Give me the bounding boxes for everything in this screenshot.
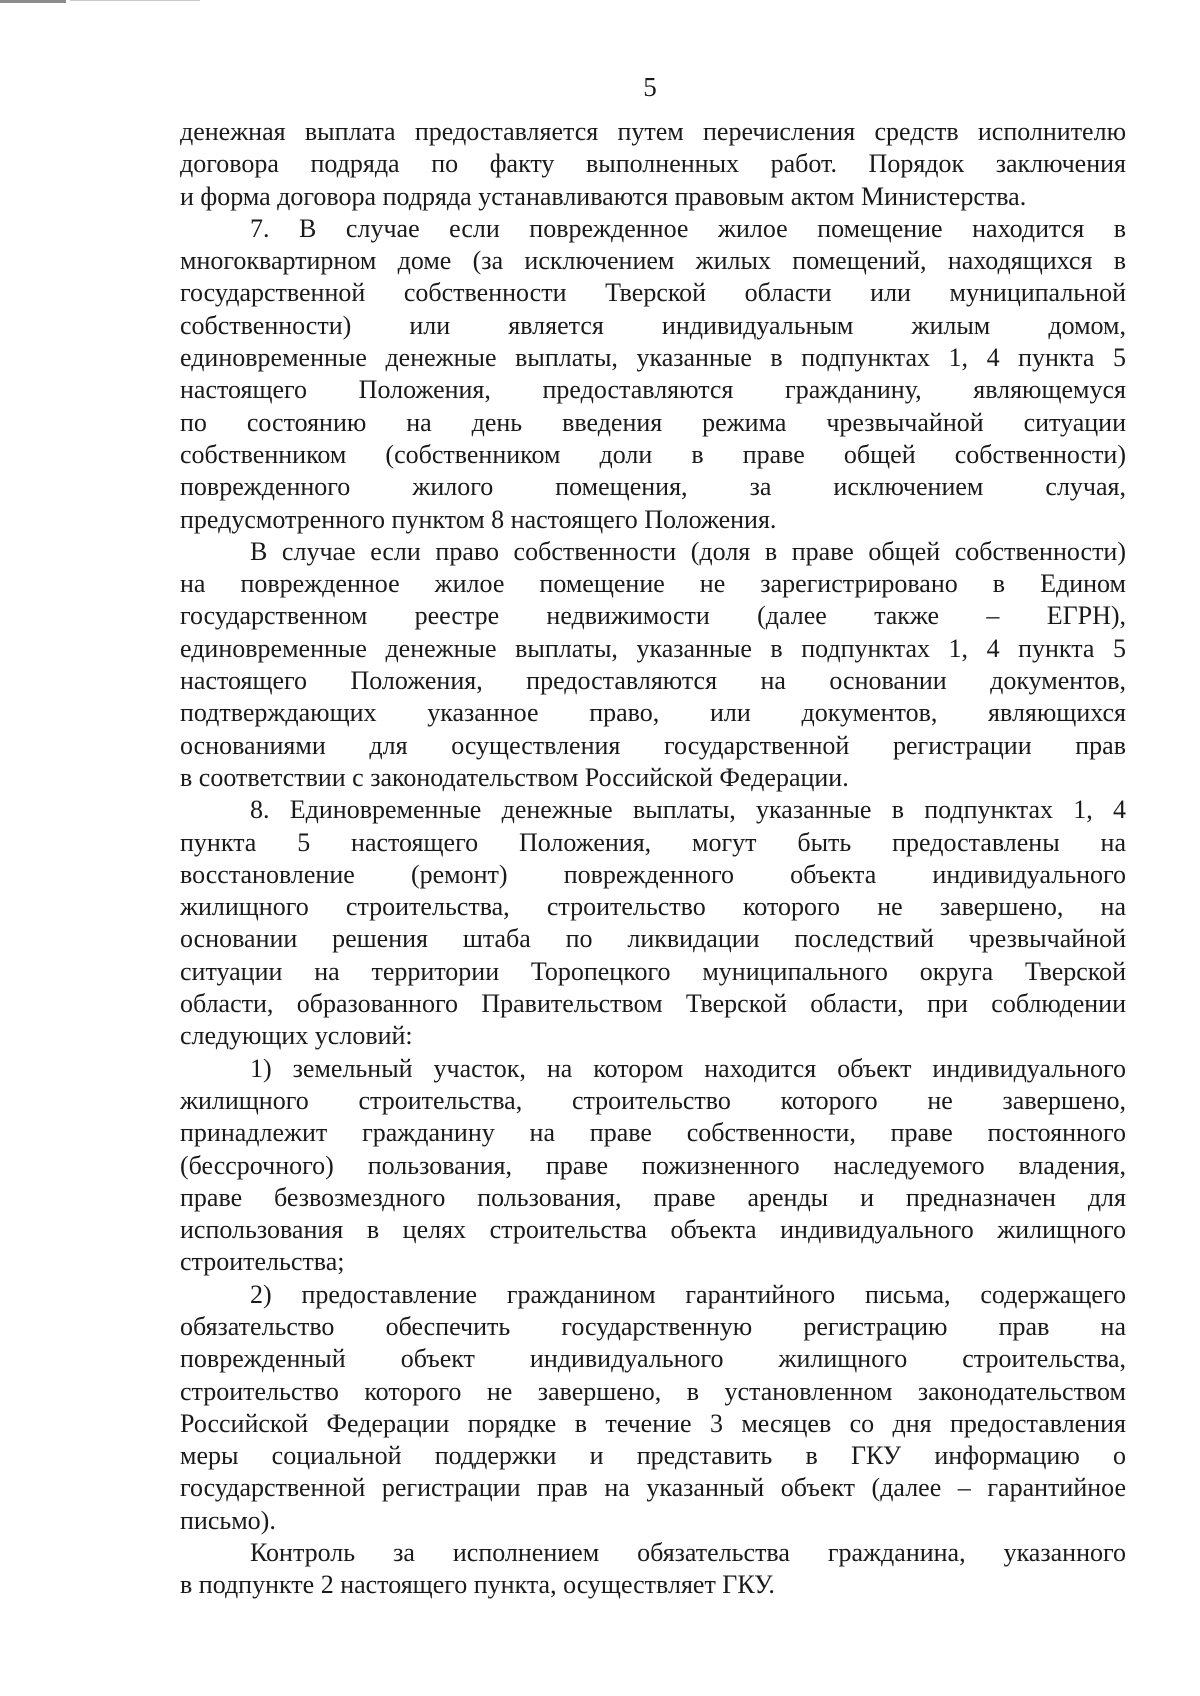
text-line: 2) предоставление гражданином гарантийного письма, содержащего	[250, 1279, 1126, 1309]
text-line: меры социальной поддержки и представить в ГКУ информацию о	[180, 1441, 1126, 1471]
document-body	[180, 116, 1126, 1602]
text-line: использования в целях строительства объекта индивидуального жилищного	[180, 1215, 1126, 1245]
text-line: единовременные денежные выплаты, указанные в подпунктах 1, 4 пункта 5	[180, 343, 1126, 373]
text-line: следующих условий:	[180, 1021, 413, 1051]
text-line: письмо).	[180, 1505, 276, 1535]
text-line: денежная выплата предоставляется путем перечисления средств исполнителю	[180, 117, 1126, 146]
text-line: основаниями для осуществления государственной регистрации прав	[180, 730, 1126, 760]
text-line: 1) земельный участок, на котором находится объект индивидуального	[250, 1053, 1126, 1083]
text-line: договора подряда по факту выполненных работ. Порядок заключения	[180, 149, 1126, 179]
text-line: жилищного строительства, строительство которого не завершено,	[180, 1085, 1126, 1115]
text-line: в соответствии с законодательством Российской Федерации.	[180, 762, 849, 792]
text-line: настоящего Положения, предоставляются на основании документов,	[180, 666, 1126, 696]
text-line: поврежденного жилого помещения, за исключением случая,	[180, 472, 1126, 502]
text-line: основании решения штаба по ликвидации последствий чрезвычайной	[180, 924, 1126, 954]
text-line: поврежденный объект индивидуального жилищного строительства,	[180, 1344, 1126, 1374]
page-number: 5	[643, 72, 657, 102]
text-line: государственной собственности Тверской области или муниципальной	[180, 278, 1126, 308]
text-line: на поврежденное жилое помещение не зарегистрировано в Едином	[180, 569, 1126, 599]
text-line: области, образованного Правительством Тверской области, при соблюдении	[180, 989, 1126, 1019]
text-line: и форма договора подряда устанавливаются правовым актом Министерства.	[180, 181, 1027, 211]
text-line: в подпункте 2 настоящего пункта, осуществляет ГКУ.	[180, 1570, 775, 1600]
text-line: 7. В случае если поврежденное жилое помещение находится в	[250, 213, 1126, 243]
text-line: строительства;	[180, 1247, 345, 1277]
text-line: государственной регистрации прав на указанный объект (далее – гарантийное	[180, 1473, 1126, 1503]
text-line: пункта 5 настоящего Положения, могут быть предоставлены на	[180, 827, 1126, 857]
text-line: подтверждающих указанное право, или документов, являющихся	[180, 698, 1126, 728]
text-line: В случае если право собственности (доля в праве общей собственности)	[250, 536, 1126, 566]
text-line: принадлежит гражданину на праве собственности, праве постоянного	[180, 1118, 1126, 1148]
text-line: многоквартирном доме (за исключением жилых помещений, находящихся в	[180, 246, 1126, 276]
text-line: праве безвозмездного пользования, праве аренды и предназначен для	[180, 1182, 1126, 1212]
text-line: восстановление (ремонт) поврежденного объекта индивидуального	[180, 859, 1126, 889]
text-line: обязательство обеспечить государственную регистрацию прав на	[180, 1311, 1126, 1341]
text-line: жилищного строительства, строительство которого не завершено, на	[180, 892, 1126, 922]
text-line: Российской Федерации порядке в течение 3 месяцев со дня предоставления	[180, 1408, 1126, 1438]
text-line: единовременные денежные выплаты, указанные в подпунктах 1, 4 пункта 5	[180, 633, 1126, 663]
text-line: Контроль за исполнением обязательства гражданина, указанного	[250, 1538, 1126, 1568]
text-line: по состоянию на день введения режима чрезвычайной ситуации	[180, 407, 1126, 437]
text-line: собственности) или является индивидуальным жилым домом,	[180, 310, 1126, 340]
text-line: (бессрочного) пользования, праве пожизненного наследуемого владения,	[180, 1150, 1126, 1180]
text-line: строительство которого не завершено, в установленном законодательством	[180, 1376, 1126, 1406]
text-line: государственном реестре недвижимости (далее также – ЕГРН),	[180, 601, 1126, 631]
text-line: ситуации на территории Торопецкого муниципального округа Тверской	[180, 956, 1126, 986]
text-line: предусмотренного пунктом 8 настоящего Положения.	[180, 504, 777, 534]
scan-edge-mark	[0, 0, 66, 3]
text-line: собственником (собственником доли в праве общей собственности)	[180, 439, 1126, 469]
text-line: 8. Единовременные денежные выплаты, указанные в подпунктах 1, 4	[250, 795, 1126, 825]
text-line: настоящего Положения, предоставляются гражданину, являющемуся	[180, 375, 1126, 405]
scan-edge-mark	[70, 0, 200, 1]
